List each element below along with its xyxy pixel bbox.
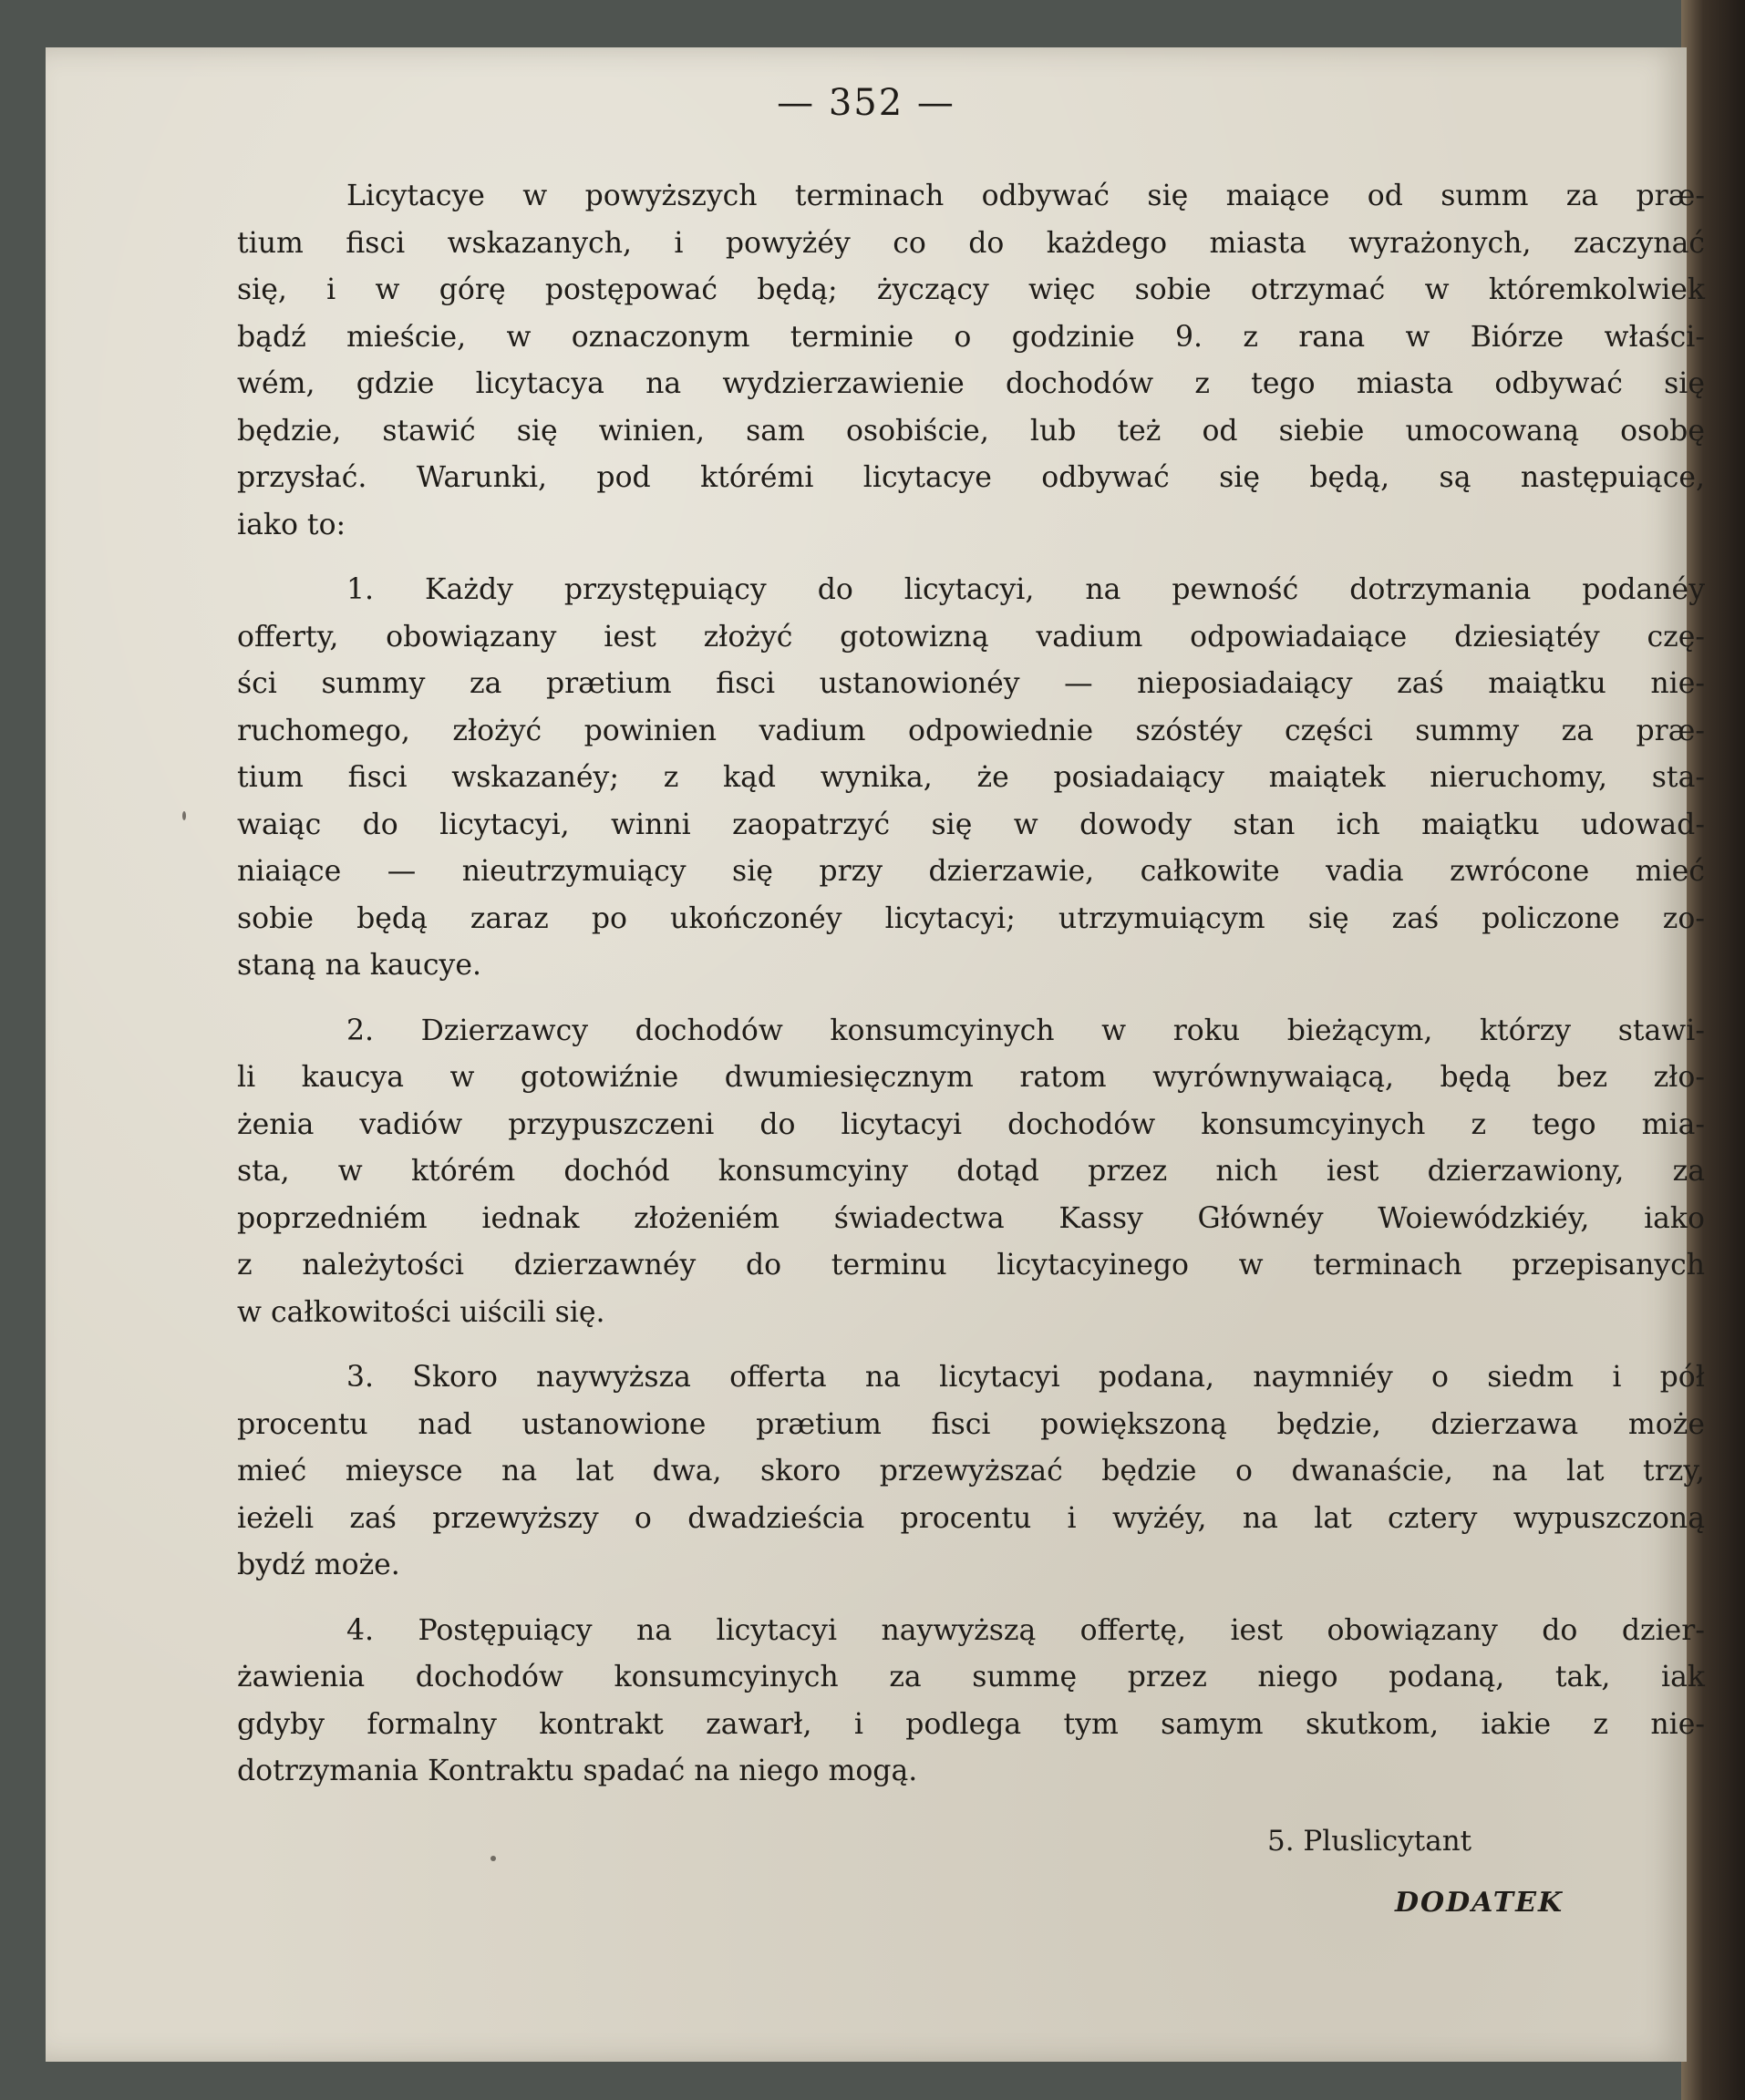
text-line: offerty, obowiązany iest złożyć gotowizną vadium odpowiadaiące dziesiątéy czę- — [237, 620, 1705, 654]
page-number: — 352 — — [777, 82, 955, 124]
text-line: w całkowitości uiścili się. — [237, 1295, 605, 1329]
paragraph-condition-3 — [237, 1354, 1705, 1590]
text-line: waiąc do licytacyi, winni zaopatrzyć się w dowody stan ich maiątku udowad- — [237, 808, 1705, 841]
text-line: tium fisci wskazanych, i powyżéy co do każdego miasta wyrażonych, zaczynać — [237, 226, 1705, 260]
text-line: sta, w którém dochód konsumcyiny dotąd przez nich iest dzierzawiony, za — [237, 1155, 1705, 1188]
text-line: ści summy za prætium fisci ustanowionéy — nieposiadaiący zaś maiątku nie- — [237, 667, 1705, 700]
text-line: mieć mieysce na lat dwa, skoro przewyższać będzie o dwanaście, na lat trzy, — [237, 1455, 1705, 1488]
document-page — [46, 47, 1705, 2062]
text-line: 4. Postępuiący na licytacyi naywyższą offertę, iest obowiązany do dzier- — [346, 1613, 1705, 1647]
paper-speck — [182, 811, 186, 820]
text-line: 1. Każdy przystępuiący do licytacyi, na pewność dotrzymania podanéy — [346, 573, 1705, 606]
text-line: iako to: — [237, 508, 346, 541]
text-line: żawienia dochodów konsumcyinych za summę przez niego podaną, tak, iak — [237, 1661, 1705, 1693]
text-line: z należytości dzierzawnéy do terminu licytacyinego w terminach przepisanych — [237, 1249, 1705, 1282]
text-line: li kaucya w gotowiźnie dwumiesięcznym ratom wyrównywaiącą, będą bez zło- — [237, 1061, 1705, 1094]
text-line: ruchomego, złożyć powinien vadium odpowiednie szóstéy części summy za præ- — [237, 714, 1705, 747]
text-line: wém, gdzie licytacya na wydzierzawienie dochodów z tego miasta odbywać się — [237, 367, 1705, 400]
text-line: gdyby formalny kontrakt zawarł, i podlega tym samym skutkom, iakie z nie- — [237, 1707, 1705, 1741]
text-line: żenia vadiów przypuszczeni do licytacyi dochodów konsumcyinych z tego mia- — [237, 1107, 1705, 1141]
text-line: dotrzymania Kontraktu spadać na niego mogą. — [237, 1755, 918, 1787]
text-line: bydź może. — [237, 1549, 400, 1581]
catchword: DODATEK — [1395, 1887, 1564, 1919]
body-text — [237, 173, 1705, 1796]
text-line: sobie będą zaraz po ukończonéy licytacyi; utrzymuiącym się zaś policzone zo- — [237, 901, 1705, 935]
paragraph-condition-4 — [237, 1608, 1705, 1796]
paragraph-condition-1 — [237, 567, 1705, 990]
text-line: będzie, stawić się winien, sam osobiście, lub też od siebie umocowaną osobę — [237, 414, 1705, 448]
text-line: ieżeli zaś przewyższy o dwadzieścia procentu i wyżéy, na lat cztery wypuszczoną — [237, 1501, 1705, 1535]
text-line: się, i w górę postępować będą; życzący więc sobie otrzymać w któremkolwiek — [237, 273, 1705, 306]
paragraph-condition-2 — [237, 1008, 1705, 1337]
text-line: 3. Skoro naywyższa offerta na licytacyi podana, naymniéy o siedm i pół — [346, 1361, 1705, 1394]
text-line: 2. Dzierzawcy dochodów konsumcyinych w roku bieżącym, którzy stawi- — [346, 1014, 1705, 1047]
text-line: Licytacye w powyższych terminach odbywać się maiące od summ za præ- — [346, 180, 1705, 212]
text-line: poprzedniém iednak złożeniém świadectwa Kassy Głównéy Woiewódzkiéy, iako — [237, 1201, 1705, 1235]
text-line: przysłać. Warunki, pod którémi licytacye odbywać się będą, są następuiące, — [237, 461, 1705, 494]
text-line: staną na kaucye. — [237, 949, 482, 982]
paper-speck — [490, 1856, 496, 1861]
text-line: tium fisci wskazanéy; z kąd wynika, że posiadaiący maiątek nieruchomy, sta- — [237, 761, 1705, 794]
text-line: procentu nad ustanowione prætium fisci powiększoną będzie, dzierzawa może — [237, 1407, 1705, 1441]
text-line: niaiące — nieutrzymuiący się przy dzierzawie, całkowite vadia zwrócone mieć — [237, 855, 1705, 888]
next-item-heading: 5. Pluslicytant — [1267, 1825, 1472, 1858]
text-line: bądź mieście, w oznaczonym terminie o godzinie 9. z rana w Biórze właści- — [237, 320, 1705, 354]
paragraph-intro — [237, 173, 1705, 549]
